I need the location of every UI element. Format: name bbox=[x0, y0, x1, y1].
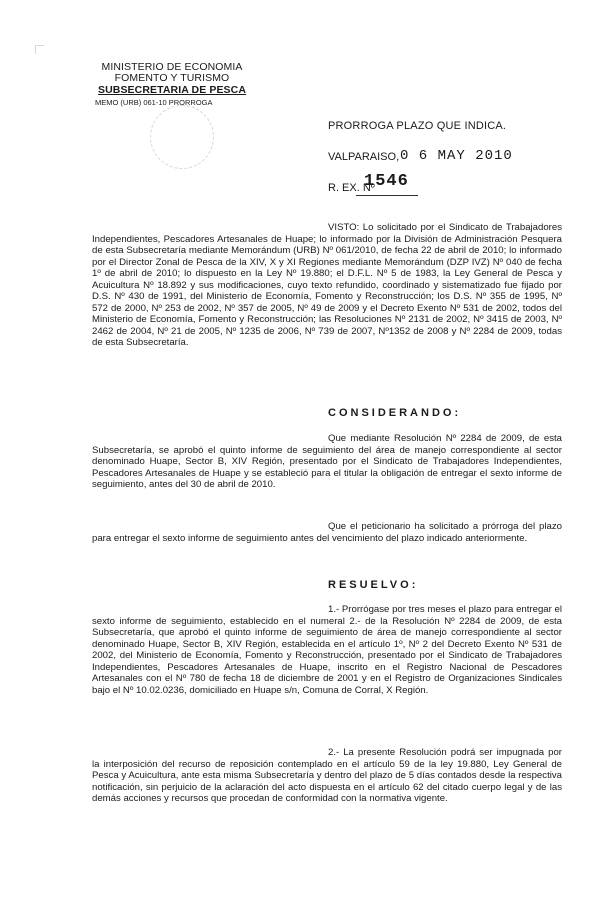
considerando-paragraph-1: Que mediante Resolución Nº 2284 de 2009, de esta Subsecretaría, se aprobó el quinto informe de seguimiento del área de manejo correspondiente al sector denominado Huape, Sector B, XIV Región, presentado por el Sindicato de Trabajadores Independientes, Pescadores Artesanales de Huape y se estableció para el titular la obligación de entregar el sexto informe de seguimiento, antes del 30 de abril de 2010. bbox=[92, 433, 562, 490]
resuelvo-article-2: 2.- La presente Resolución podrá ser impugnada por la interposición del recurso de reposición contemplado en el artículo 59 de la ley 19.880, Ley General de Pesca y Acuicultura, ante esta misma Subsecretaría y dentro del plazo de 5 días contados desde la respectiva notificación, sin perjuicio de la aclaración del acto dispuesta en el artículo 62 del citado cuerpo legal y de las demás acciones y recursos que procedan de conformidad con la normativa vigente. bbox=[92, 747, 562, 804]
considerando-paragraph-2: Que el peticionario ha solicitado a prórroga del plazo para entregar el sexto informe de seguimiento antes del vencimiento del plazo indicado anteriormente. bbox=[92, 521, 562, 544]
subsecretaria-name: SUBSECRETARIA DE PESCA bbox=[97, 84, 247, 96]
resolution-underline bbox=[356, 195, 418, 196]
document-subject: PRORROGA PLAZO QUE INDICA. bbox=[328, 120, 507, 132]
date-stamp: 0 6 MAY 2010 bbox=[400, 148, 513, 164]
resuelvo-article-1: 1.- Prorrógase por tres meses el plazo para entregar el sexto informe de seguimiento, establecido en el numeral 2.- de la Resolución Nº 2284 de 2009, de esta Subsecretaría, que aprobó el quinto informe de seguimiento de área de manejo correspondiente al sector denominado Huape, Sector B, XIV Región, establecida en el artículo 1º, Nº 2 del Decreto Exento Nº 531 de 2002, del Ministerio de Economía, Fomento y Reconstrucción, presentado por el Sindicato de Trabajadores Independientes, Pescadores Artesanales de Huape, inscrito en el Registro Nacional de Pescadores Artesanales con el Nº 780 de fecha 18 de diciembre de 2001 y en el Registro de Organizaciones Sindicales bajo el Nº 10.02.0236, domiciliado en Huape s/n, Comuna de Corral, X Región. bbox=[92, 604, 562, 696]
office-stamp bbox=[150, 105, 214, 169]
visto-paragraph: VISTO: Lo solicitado por el Sindicato de Trabajadores Independientes, Pescadores Artesanales de Huape; lo informado por la División de Administración Pesquera de esta Subsecretaría mediante Memorándum (URB) Nº 061/2010, de fecha 22 de abril de 2010; lo informado por el Director Zonal de Pesca de la XIV, X y XI Regiones mediante Memorándum (DZP IVZ) Nº 040 de fecha 1º de abril de 2010; lo dispuesto en la Ley Nº 19.880; el D.F.L. Nº 5 de 1983, la Ley General de Pesca y Acuicultura Nº 18.892 y sus modificaciones, cuyo texto refundido, coordinado y sistematizado fue fijado por D.S. Nº 430 de 1991, del Ministerio de Economía, Fomento y Reconstrucción; los D.S. Nº 355 de 1995, Nº 572 de 2000, Nº 253 de 2002, Nº 357 de 2005, Nº 49 de 2009 y el Decreto Exento Nº 531 de 2002, todos del Ministerio de Economía, Fomento y Reconstrucción; las Resoluciones Nº 2131 de 2002, Nº 3415 de 2003, Nº 2462 de 2004, Nº 21 de 2005, Nº 1235 de 2006, Nº 739 de 2007, Nº1352 de 2008 y Nº 2284 de 2009, todas de esta Subsecretaría. bbox=[92, 222, 562, 348]
ministry-subname: FOMENTO Y TURISMO bbox=[114, 72, 230, 84]
considerando-heading: CONSIDERANDO: bbox=[328, 407, 462, 419]
resuelvo-heading: RESUELVO: bbox=[328, 579, 419, 591]
city-label: VALPARAISO, bbox=[328, 151, 400, 163]
ministry-name: MINISTERIO DE ECONOMIA bbox=[101, 61, 243, 73]
resolution-label: R. EX. Nº bbox=[328, 182, 375, 194]
memo-reference: MEMO (URB) 061-10 PRORROGA bbox=[95, 98, 213, 107]
scan-mark bbox=[35, 45, 44, 54]
resolution-number: 1546 bbox=[364, 172, 409, 191]
